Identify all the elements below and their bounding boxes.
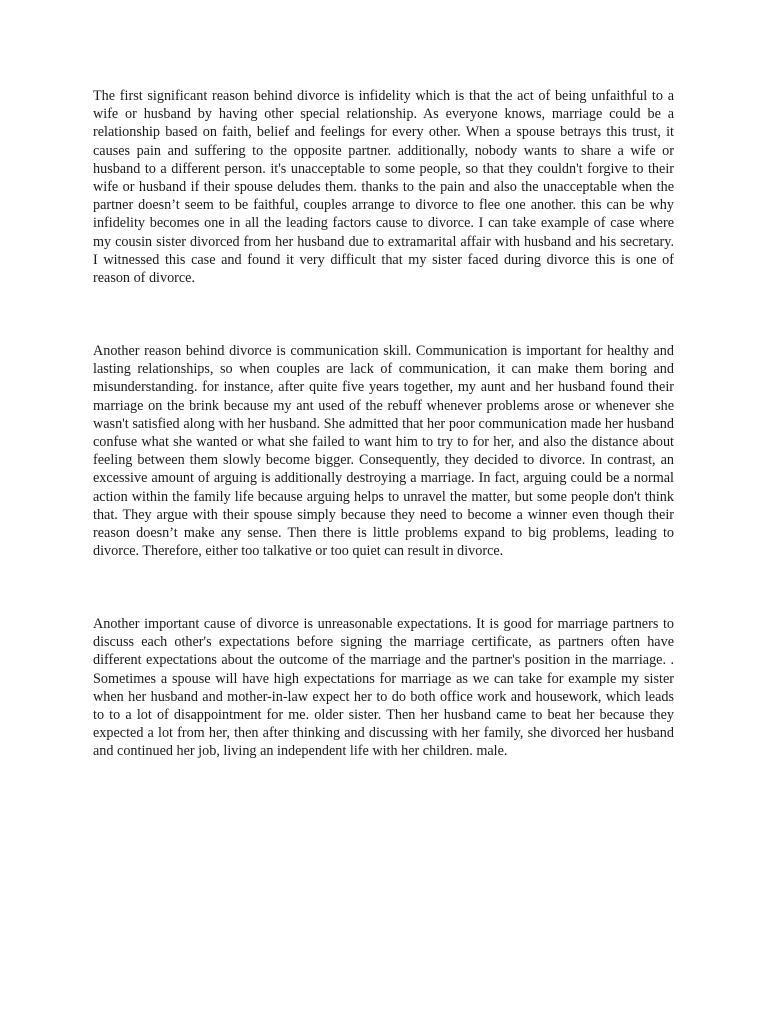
paragraph-infidelity: The first significant reason behind divorce is infidelity which is that the act of being unfaithful to a wife or husband by having other special relationship. As everyone knows, marriage could be a relationship based on faith, belief and feelings for every other. When a spouse betrays this trust, it causes pain and suffering to the opposite partner. additionally, nobody wants to share a wife or husband to a different person. it's unacceptable to some people, so that they couldn't forgive to their wife or husband if their spouse deludes them. thanks to the pain and also the unacceptable when the partner doesn’t seem to be faithful, couples arrange to divorce to flee one another. this can be why infidelity becomes one in all the leading factors cause to divorce. I can take example of case where my cousin sister divorced from her husband due to extramarital affair with husband and his secretary. I witnessed this case and found it very difficult that my sister faced during divorce this is one of reason of divorce. — [93, 88, 674, 287]
paragraph-expectations: Another important cause of divorce is unreasonable expectations. It is good for marriage partners to discuss each other's expectations before signing the marriage certificate, as partners often have different expectations about the outcome of the marriage and the partner's position in the marriage. . Sometimes a spouse will have high expectations for marriage as we can take for example my sister when her husband and mother-in-law expect her to do both office work and housework, which leads to to a lot of disappointment for me. older sister. Then her husband came to beat her because they expected a lot from her, then after thinking and discussing with her family, she divorced her husband and continued her job, living an independent life with her children. male. — [93, 616, 674, 760]
paragraph-communication: Another reason behind divorce is communication skill. Communication is important for healthy and lasting relationships, so when couples are lack of communication, it can make them boring and misunderstanding. for instance, after quite five years together, my aunt and her husband found their marriage on the brink because my ant used of the rebuff whenever problems arose or whenever she wasn't satisfied along with her husband. She admitted that her poor communication made her husband confuse what she wanted or what she failed to want him to try to for her, and also the distance about feeling between them slowly become bigger. Consequently, they decided to divorce. In contrast, an excessive amount of arguing is additionally destroying a marriage. In fact, arguing could be a normal action within the family life because arguing helps to unravel the matter, but some people don't think that. They argue with their spouse simply because they need to become a winner even though their reason doesn’t make any sense. Then there is little problems expand to big problems, leading to divorce. Therefore, either too talkative or too quiet can result in divorce. — [93, 343, 674, 560]
